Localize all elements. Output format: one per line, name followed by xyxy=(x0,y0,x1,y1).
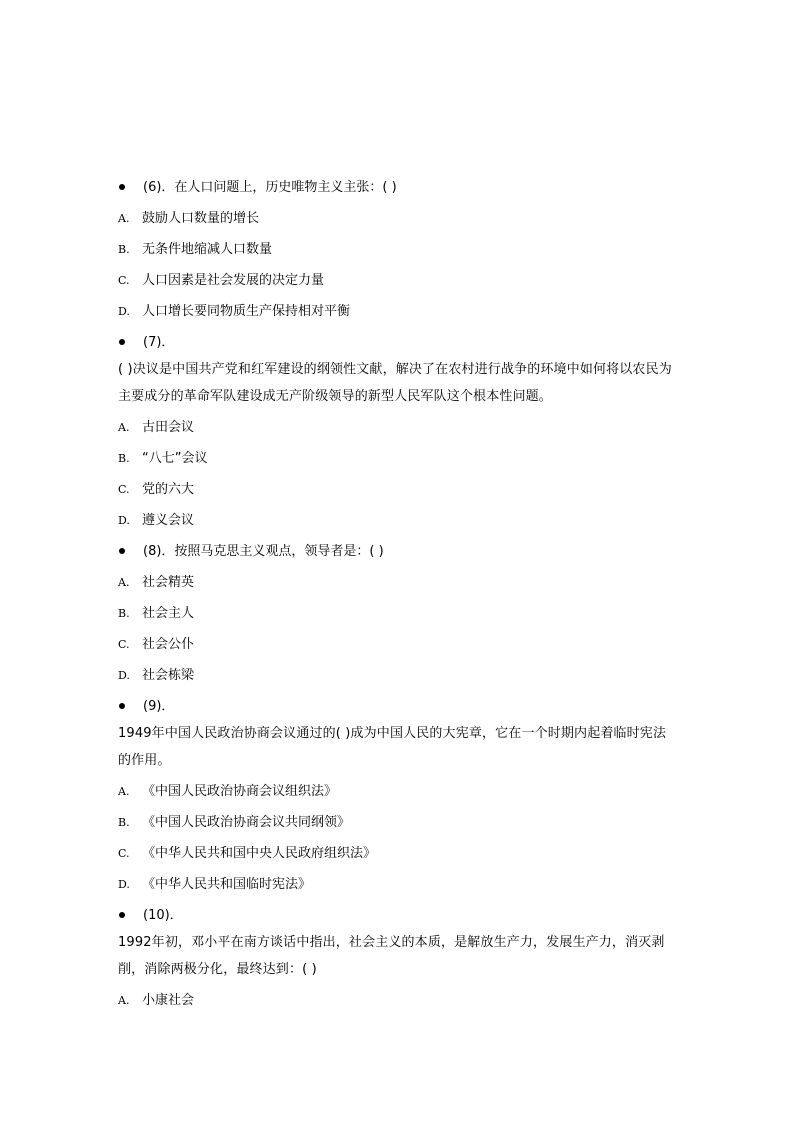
question-block xyxy=(118,900,678,1016)
option-letter: A. xyxy=(118,785,130,798)
question-header xyxy=(118,691,678,722)
option-letter: B. xyxy=(118,816,130,829)
bullet-icon xyxy=(119,184,125,190)
question-stem: 1949年中国人民政治协商会议通过的( )成为中国人民的大宪章，它在一个时期内起着临时宪法的作用。 xyxy=(118,726,667,768)
option-letter: B. xyxy=(118,452,130,465)
answer-option xyxy=(118,598,678,629)
question-list xyxy=(118,172,678,1016)
option-letter: D. xyxy=(118,878,130,891)
option-text: 党的六大 xyxy=(142,482,195,497)
option-letter: C. xyxy=(118,847,130,860)
option-letter: C. xyxy=(118,274,130,287)
option-text: 《中国人民政治协商会议共同纲领》 xyxy=(142,815,351,830)
answer-option xyxy=(118,776,678,807)
option-text: 社会精英 xyxy=(142,575,195,590)
answer-option xyxy=(118,869,678,900)
option-text: 人口因素是社会发展的决定力量 xyxy=(142,273,325,288)
option-letter: A. xyxy=(118,421,130,434)
option-letter: D. xyxy=(118,669,130,682)
option-letter: C. xyxy=(118,638,130,651)
answer-option xyxy=(118,412,678,443)
option-text: 社会栋梁 xyxy=(142,668,195,683)
answer-option xyxy=(118,296,678,327)
answer-option xyxy=(118,203,678,234)
question-title: (9)． xyxy=(143,699,175,714)
answer-option xyxy=(118,505,678,536)
question-header xyxy=(118,172,678,203)
option-text: 社会公仆 xyxy=(142,637,195,652)
question-title: (8)．按照马克思主义观点，领导者是：( ) xyxy=(143,544,384,559)
question-title: (6)．在人口问题上，历史唯物主义主张：( ) xyxy=(143,180,397,195)
answer-option xyxy=(118,985,678,1016)
answer-option xyxy=(118,443,678,474)
question-block xyxy=(118,691,678,900)
option-text: 无条件地缩减人口数量 xyxy=(142,242,273,257)
question-header xyxy=(118,900,678,931)
answer-option xyxy=(118,629,678,660)
option-text: “八七”会议 xyxy=(142,451,208,466)
option-text: 遵义会议 xyxy=(142,513,195,528)
option-text: 小康社会 xyxy=(142,993,195,1008)
bullet-icon xyxy=(119,548,125,554)
option-letter: A. xyxy=(118,576,130,589)
question-block xyxy=(118,327,678,536)
option-letter: B. xyxy=(118,243,130,256)
option-text: 《中华人民共和国中央人民政府组织法》 xyxy=(142,846,377,861)
option-letter: A. xyxy=(118,212,130,225)
bullet-icon xyxy=(119,703,125,709)
option-text: 鼓励人口数量的增长 xyxy=(142,211,260,226)
question-title: (10)． xyxy=(143,908,183,923)
answer-option xyxy=(118,567,678,598)
question-title: (7)． xyxy=(143,335,175,350)
bullet-icon xyxy=(119,912,125,918)
option-text: 《中华人民共和国临时宪法》 xyxy=(142,877,312,892)
option-text: 社会主人 xyxy=(142,606,195,621)
option-text: 《中国人民政治协商会议组织法》 xyxy=(142,784,338,799)
option-letter: C. xyxy=(118,483,130,496)
answer-option xyxy=(118,838,678,869)
option-letter: B. xyxy=(118,607,130,620)
question-header xyxy=(118,536,678,567)
question-header xyxy=(118,327,678,358)
option-text: 人口增长要同物质生产保持相对平衡 xyxy=(142,304,351,319)
question-stem: ( )决议是中国共产党和红军建设的纲领性文献，解决了在农村进行战争的环境中如何将以农民为主要成分的革命军队建设成无产阶级领导的新型人民军队这个根本性问题。 xyxy=(118,362,672,404)
bullet-icon xyxy=(119,339,125,345)
answer-option xyxy=(118,474,678,505)
answer-option xyxy=(118,807,678,838)
answer-option xyxy=(118,660,678,691)
question-stem: 1992年初，邓小平在南方谈话中指出，社会主义的本质，是解放生产力，发展生产力，消灭剥削，消除两极分化，最终达到：( ) xyxy=(118,935,665,977)
option-letter: A. xyxy=(118,994,130,1007)
answer-option xyxy=(118,234,678,265)
question-block xyxy=(118,172,678,327)
answer-option xyxy=(118,265,678,296)
question-block xyxy=(118,536,678,691)
option-letter: D. xyxy=(118,514,130,527)
option-letter: D. xyxy=(118,305,130,318)
option-text: 古田会议 xyxy=(142,420,195,435)
